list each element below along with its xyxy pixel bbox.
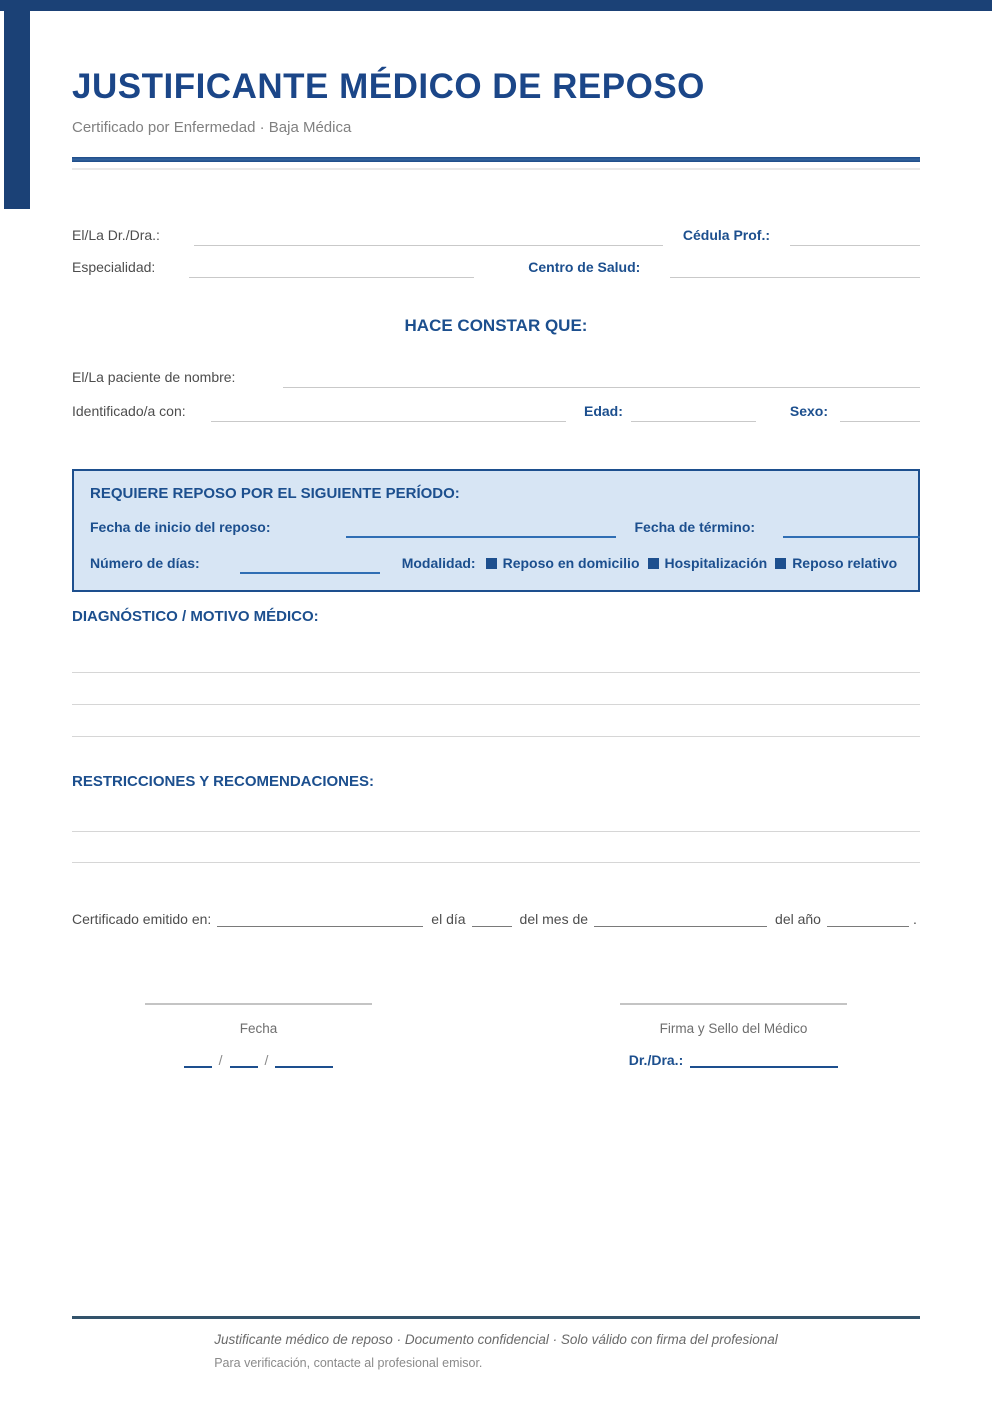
- start-date-field[interactable]: [346, 520, 616, 538]
- footer-verification: Para verificación, contacte al profesional emisor.: [214, 1356, 483, 1370]
- date-year-blank[interactable]: [275, 1054, 333, 1068]
- date-day-blank[interactable]: [184, 1054, 212, 1068]
- footer-disclaimer: Justificante médico de reposo · Documento confidencial · Solo válido con firma del profesional: [214, 1332, 778, 1347]
- patient-name-row: [72, 366, 920, 388]
- checkbox-hospitalizacion-icon[interactable]: [648, 558, 659, 569]
- signature-section: [72, 1003, 920, 1068]
- license-label: Cédula Prof.:: [682, 227, 770, 243]
- age-label: Edad:: [583, 403, 623, 419]
- patient-id-row: [72, 400, 920, 422]
- end-date-field[interactable]: [783, 520, 920, 538]
- header-rule-thick: [72, 157, 920, 162]
- issued-year-field[interactable]: [827, 911, 909, 927]
- signature-date-caption: Fecha: [239, 1021, 278, 1036]
- doctor-sign-name-field[interactable]: [690, 1054, 838, 1068]
- days-modality-row: [90, 552, 902, 574]
- license-field[interactable]: [790, 226, 920, 246]
- checkbox-reposo-relativo-icon[interactable]: [775, 558, 786, 569]
- date-month-blank[interactable]: [230, 1054, 258, 1068]
- diagnosis-heading: DIAGNÓSTICO / MOTIVO MÉDICO:: [72, 608, 319, 625]
- top-accent-bar: [0, 0, 992, 11]
- restrictions-line-1[interactable]: [72, 831, 920, 832]
- doctor-label: El/La Dr./Dra.:: [72, 227, 160, 243]
- sex-field[interactable]: [840, 402, 920, 422]
- modality-option-domicilio[interactable]: [486, 552, 640, 574]
- issued-year-label: del año: [775, 911, 821, 927]
- patient-id-field[interactable]: [211, 402, 566, 422]
- checkbox-reposo-domicilio-icon[interactable]: [486, 558, 497, 569]
- signature-doctor-name: [620, 1052, 847, 1068]
- date-slash: /: [218, 1052, 223, 1068]
- footer-text: [214, 1332, 778, 1370]
- specialty-label: Especialidad:: [72, 259, 156, 275]
- end-date-label: Fecha de término:: [634, 519, 756, 535]
- header-rule-light: [72, 168, 920, 170]
- doctor-prefix-label: Dr./Dra.:: [628, 1052, 684, 1068]
- restrictions-heading: RESTRICCIONES Y RECOMENDACIONES:: [72, 773, 374, 790]
- age-field[interactable]: [631, 402, 756, 422]
- page-subtitle: Certificado por Enfermedad · Baja Médica: [72, 119, 352, 136]
- patient-name-label: El/La paciente de nombre:: [72, 369, 236, 385]
- signature-date-column: [145, 1003, 372, 1068]
- issued-city-field[interactable]: [217, 911, 423, 927]
- statement-heading: HACE CONSTAR QUE:: [404, 316, 588, 335]
- modality-option-hospitalizacion[interactable]: [648, 552, 768, 574]
- issued-month-label: del mes de: [519, 911, 589, 927]
- restrictions-line-2[interactable]: [72, 862, 920, 863]
- doctor-row: [72, 224, 920, 246]
- issued-sentence: [72, 911, 920, 927]
- signature-date-blanks: [145, 1052, 372, 1068]
- days-label: Número de días:: [90, 555, 200, 571]
- signature-sign-column: [620, 1003, 847, 1068]
- footer: [72, 1316, 920, 1370]
- diagnosis-line-1[interactable]: [72, 672, 920, 673]
- rest-period-box: [72, 469, 920, 592]
- modality-option-label: Reposo en domicilio: [502, 555, 640, 571]
- signature-sign-caption: Firma y Sello del Médico: [659, 1021, 808, 1036]
- footer-rule: [72, 1316, 920, 1319]
- modality-option-label: Reposo relativo: [792, 555, 898, 571]
- patient-name-field[interactable]: [283, 368, 920, 388]
- diagnosis-line-3[interactable]: [72, 736, 920, 737]
- signature-sign-line: [620, 1003, 847, 1005]
- issued-period: .: [912, 911, 917, 927]
- modality-option-relativo[interactable]: [775, 552, 897, 574]
- modality-label: Modalidad:: [401, 555, 476, 571]
- document-body: [0, 11, 992, 1068]
- rest-dates-row: [90, 516, 902, 538]
- rest-period-heading: REQUIERE REPOSO POR EL SIGUIENTE PERÍODO:: [90, 485, 460, 502]
- patient-id-label: Identificado/a con:: [72, 403, 186, 419]
- start-date-label: Fecha de inicio del reposo:: [90, 519, 271, 535]
- days-field[interactable]: [240, 556, 380, 574]
- issued-day-label: el día: [431, 911, 466, 927]
- health-center-field[interactable]: [670, 258, 920, 278]
- page-title: JUSTIFICANTE MÉDICO DE REPOSO: [72, 67, 705, 106]
- signature-date-line: [145, 1003, 372, 1005]
- issued-day-field[interactable]: [472, 911, 512, 927]
- sex-label: Sexo:: [789, 403, 828, 419]
- issued-month-field[interactable]: [594, 911, 767, 927]
- date-slash: /: [264, 1052, 269, 1068]
- specialty-field[interactable]: [189, 258, 474, 278]
- health-center-label: Centro de Salud:: [528, 259, 641, 275]
- issued-prefix: Certificado emitido en:: [72, 911, 212, 927]
- doctor-name-field[interactable]: [194, 226, 663, 246]
- diagnosis-line-2[interactable]: [72, 704, 920, 705]
- specialty-row: [72, 256, 920, 278]
- modality-option-label: Hospitalización: [664, 555, 768, 571]
